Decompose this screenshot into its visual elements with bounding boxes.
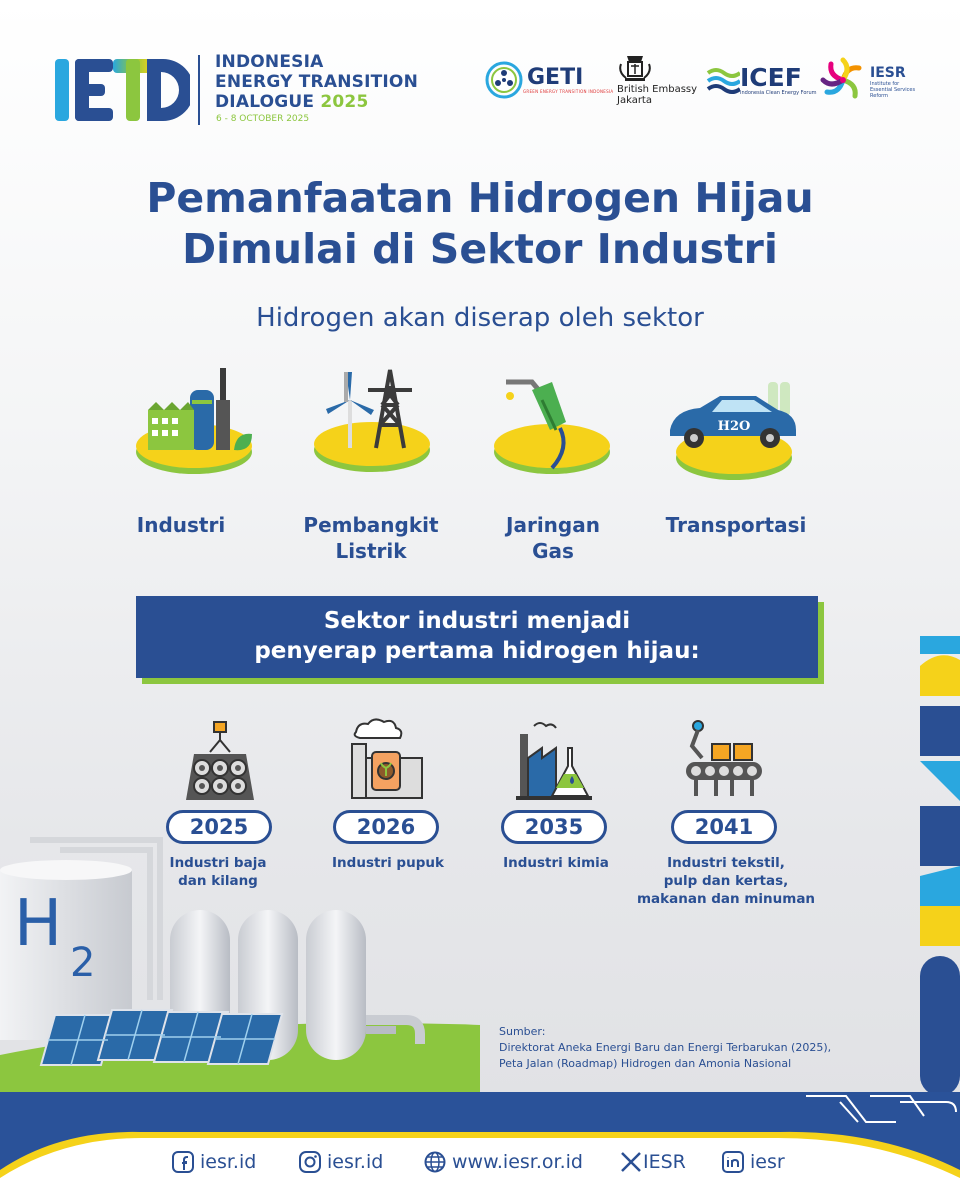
- event-name: INDONESIA ENERGY TRANSITION DIALOGUE 2025: [215, 52, 418, 112]
- year-pill-2026: 2026: [333, 810, 439, 844]
- decorative-stripes: [920, 636, 960, 1096]
- royal-crest-icon: [617, 52, 653, 84]
- year-pill-2035: 2035: [501, 810, 607, 844]
- steel-coil-icon: [180, 718, 260, 802]
- source-note: Sumber: Direktorat Aneka Energi Baru dan Energi Terbarukan (2025), Peta Jalan (Roadmap) Hidrogen dan Amonia Nasional: [499, 1025, 832, 1070]
- highlight-banner: Sektor industri menjadi penyerap pertama hidrogen hijau:: [136, 596, 818, 678]
- x-link[interactable]: IESR: [620, 1150, 686, 1174]
- iesr-swirl-icon: [820, 57, 866, 103]
- event-year: 2025: [320, 92, 369, 112]
- page-title: Pemanfaatan Hidrogen Hijau Dimulai di Sektor Industri: [146, 174, 814, 273]
- x-icon: [620, 1151, 642, 1173]
- car-h2o-label: H2O: [717, 419, 751, 434]
- geti-emblem-icon: [485, 58, 523, 102]
- instagram-icon: [299, 1151, 321, 1173]
- linkedin-icon: [722, 1151, 744, 1173]
- geti-logo: GETI GREEN ENERGY TRANSITION INDONESIA: [485, 52, 613, 108]
- iesr-logo: IESR Institute for Essential Services Reform: [820, 52, 915, 108]
- h2-subscript: 2: [70, 940, 96, 986]
- facebook-icon: [172, 1151, 194, 1173]
- conveyor-robot-icon: [684, 718, 764, 802]
- power-plant-icon: [308, 360, 438, 485]
- timeline-desc-2026: Industri pupuk: [332, 855, 444, 871]
- sector-label-industri: Industri: [136, 513, 226, 537]
- sector-label-jaringan-gas: Jaringan Gas: [506, 513, 600, 563]
- header-divider: [198, 55, 200, 125]
- facebook-link[interactable]: iesr.id: [172, 1150, 256, 1174]
- h2-label: H: [14, 887, 63, 961]
- timeline-desc-2035: Industri kimia: [503, 855, 609, 871]
- year-pill-2025: 2025: [166, 810, 272, 844]
- british-embassy-logo: British Embassy Jakarta: [617, 52, 697, 108]
- gas-nozzle-icon: [488, 360, 618, 485]
- instagram-link[interactable]: iesr.id: [299, 1150, 383, 1174]
- event-date: 6 - 8 OCTOBER 2025: [216, 114, 310, 124]
- factory-icon: [130, 360, 260, 485]
- sector-label-transportasi: Transportasi: [665, 513, 807, 537]
- timeline-desc-2041: Industri tekstil, pulp dan kertas, makanan dan minuman: [636, 855, 816, 907]
- etd-logo-icon: [55, 55, 190, 125]
- chemical-plant-icon: [514, 718, 594, 802]
- year-pill-2041: 2041: [671, 810, 777, 844]
- footer-line-pattern: [800, 1092, 960, 1128]
- icef-wave-icon: [706, 65, 740, 95]
- website-link[interactable]: www.iesr.or.id: [424, 1150, 583, 1174]
- icef-logo: ICEF Indonesia Clean Energy Forum: [706, 52, 817, 108]
- sector-label-pembangkit-listrik: Pembangkit Listrik: [303, 513, 439, 563]
- fertilizer-factory-icon: [346, 718, 426, 802]
- page-subtitle: Hidrogen akan diserap oleh sektor: [256, 303, 704, 333]
- globe-icon: [424, 1151, 446, 1173]
- timeline-desc-2025: Industri baja dan kilang: [169, 855, 267, 889]
- hydrogen-plant-illustration: [0, 830, 490, 1095]
- linkedin-link[interactable]: iesr: [722, 1150, 785, 1174]
- hydrogen-car-icon: [670, 360, 800, 485]
